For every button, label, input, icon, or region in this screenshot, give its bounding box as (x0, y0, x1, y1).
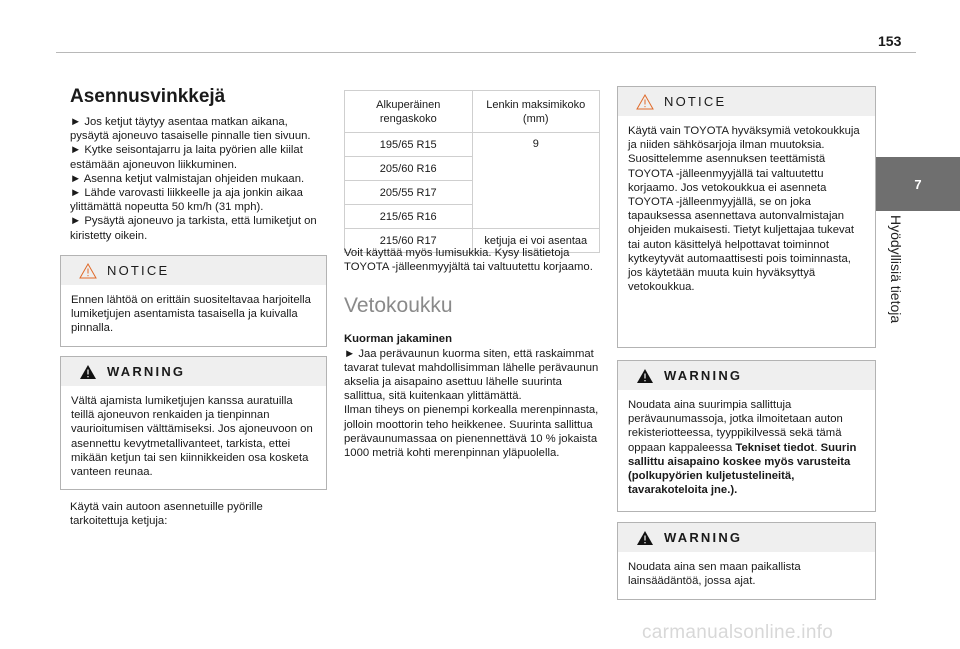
section-heading-installation: Asennusvinkkejä (70, 86, 226, 107)
notice-text: Ennen lähtöä on erittäin suositeltavaa harjoitella lumiketjujen asentamista tasaisella ja kuivalla pinnalla. (71, 294, 311, 335)
warning-header (618, 361, 875, 390)
table-cell-link: ketjuja ei voi asentaa (472, 229, 600, 253)
table-cell-size: 205/55 R17 (345, 181, 473, 205)
notice-label: NOTICE (107, 263, 170, 278)
warning-box-trailer-mass (617, 360, 876, 512)
notice-box-chains (60, 255, 327, 347)
snow-socks-note: Voit käyttää myös lumisukkia. Kysy lisätietoja TOYOTA -jälleenmyyjältä tai valtuutettu korjaamo. (344, 247, 593, 274)
table-cell-link: 9 (472, 133, 600, 229)
technical-data-link[interactable]: Tekniset tiedot (735, 441, 815, 454)
notice-header (61, 256, 326, 285)
watermark: carmanualsonline.info (642, 622, 834, 643)
warning-label: WARNING (664, 368, 743, 383)
notice-box-towbar (617, 86, 876, 348)
table-header-cell: Lenkin maksimikoko (mm) (472, 91, 600, 133)
table-row (345, 133, 600, 157)
section-heading-towbar: Vetokoukku (344, 294, 453, 318)
left-closing (70, 500, 320, 528)
warning-label: WARNING (107, 364, 186, 379)
table-header-cell: Alkuperäinen rengaskoko (345, 91, 473, 133)
warning-text: Noudata aina sen maan paikallista lainsäädäntöä, jossa ajat. (628, 561, 801, 588)
warning-label: WARNING (664, 530, 743, 545)
tyre-chain-table (344, 90, 600, 253)
air-density-text: Ilman tiheys on pienempi korkealla merenpinnasta, jolloin moottorin teho heikkenee. Suurinta sallittua perävaunumassaa on pienennettävä 10 % jokaista 1000 metriä kohti merenpinnan yläpuolella. (344, 404, 599, 460)
warning-body: Noudata aina suurimpia sallittuja perävaunumassoja, jotka ilmoitetaan auton rekisteriotteessa, tyyppikilvessä sekä tämä oppaan kappaleessa Tekniset tiedot. Suurin sallittu aisapaino koskee myös varusteita (polkupyörien kuljetustelineitä, tavarakoteloita jne.). (628, 399, 857, 497)
warning-header (61, 357, 326, 386)
step-1: ► Jos ketjut täytyy asentaa matkan aikana, pysäytä ajoneuvo tasaiselle pinnalle tien sivuun. (70, 116, 311, 143)
warning-triangle-icon (79, 263, 97, 279)
step-5: ► Pysäytä ajoneuvo ja tarkista, että lumiketjut on kiristetty oikein. (70, 215, 317, 242)
table-cell-size: 195/65 R15 (345, 133, 473, 157)
warning-text: Vältä ajamista lumiketjujen kanssa auratuilla teillä ajoneuvon renkaiden ja tienpinnan vaurioitumisen välttämiseksi. Jos ajoneuvoon on asennettu kevytmetallivanteet, tarkista, ettei mikään ketjun tai sen kiinnikkeiden osa kosketa vanteen reunaa. (71, 395, 313, 479)
warning-filled-triangle-icon (636, 368, 654, 384)
warning-text: Noudata aina suurimpia sallittuja perävaunumassoja, jotka ilmoitetaan auton rekisteriotteessa, tyyppikilvessä sekä tämä oppaan kappaleessa (628, 399, 843, 454)
chapter-title: Hyödyllisiä tietoja (888, 215, 904, 324)
warning-header (618, 523, 875, 552)
warning-triangle-icon (636, 94, 654, 110)
step-3: ► Asenna ketjut valmistajan ohjeiden mukaan. (70, 172, 305, 185)
chapter-number: 7 (914, 176, 922, 192)
notice-header (618, 87, 875, 116)
load-text: ► Jaa perävaunun kuorma siten, että raskaimmat tavarat tulevat mahdollisimman lähelle perävaunun akselia ja aisapaino asettuu lähelle suurinta sallittua, sitä kuitenkaan ylittämättä. (344, 347, 599, 403)
warning-bold-text: Suurin sallittu aisapaino koskee myös varusteita (polkupyörien kuljetustelineitä, tavarakoteloita jne.). (628, 441, 857, 497)
step-4: ► Lähde varovasti liikkeelle ja aja jonkin aikaa ylittämättä nopeutta 50 km/h (31 mph). (70, 187, 303, 214)
header-rule (56, 52, 916, 53)
chapter-title-vertical (888, 215, 912, 345)
table-cell-size: 215/65 R16 (345, 205, 473, 229)
middle-column (344, 246, 600, 460)
warning-box-local-law (617, 522, 876, 600)
chapter-tab (876, 157, 960, 211)
load-heading: Kuorman jakaminen (344, 333, 452, 346)
table-cell-size: 205/60 R16 (345, 157, 473, 181)
table-header-row (345, 91, 600, 133)
closing-text: Käytä vain autoon asennetuille pyörille tarkoitettuja ketjuja: (70, 501, 263, 528)
table-cell-size: 215/60 R17 (345, 229, 473, 253)
notice-text: Käytä vain TOYOTA hyväksymiä vetokoukkuja ja niiden sähkösarjoja ilman muutoksia. Suosittelemme asennuksen teettämistä TOYOTA -jälleenmyyjällä tai valtuutettu korjaamo. Jos vetokoukkua ei asenneta TOYOTA -jälleenmyyjällä, se on joka tapauksessa asennettava autonvalmistajan ohjeiden mukaisesti. Tietyt kuljettajaa tukevat tai auton käsittelyä helpottavat toiminnot kytkeytyvät automaattisesti pois toiminnasta, jos käytetään muuta kuin hyväksyttyä vetokoukkua. (628, 125, 860, 294)
warning-box-chains (60, 356, 327, 490)
warning-filled-triangle-icon (636, 530, 654, 546)
left-column (70, 86, 326, 243)
step-2: ► Kytke seisontajarru ja laita pyörien alle kiilat estämään ajoneuvon liikkuminen. (70, 144, 303, 171)
page-number: 153 (878, 33, 902, 49)
notice-label: NOTICE (664, 94, 727, 109)
warning-filled-triangle-icon (79, 364, 97, 380)
